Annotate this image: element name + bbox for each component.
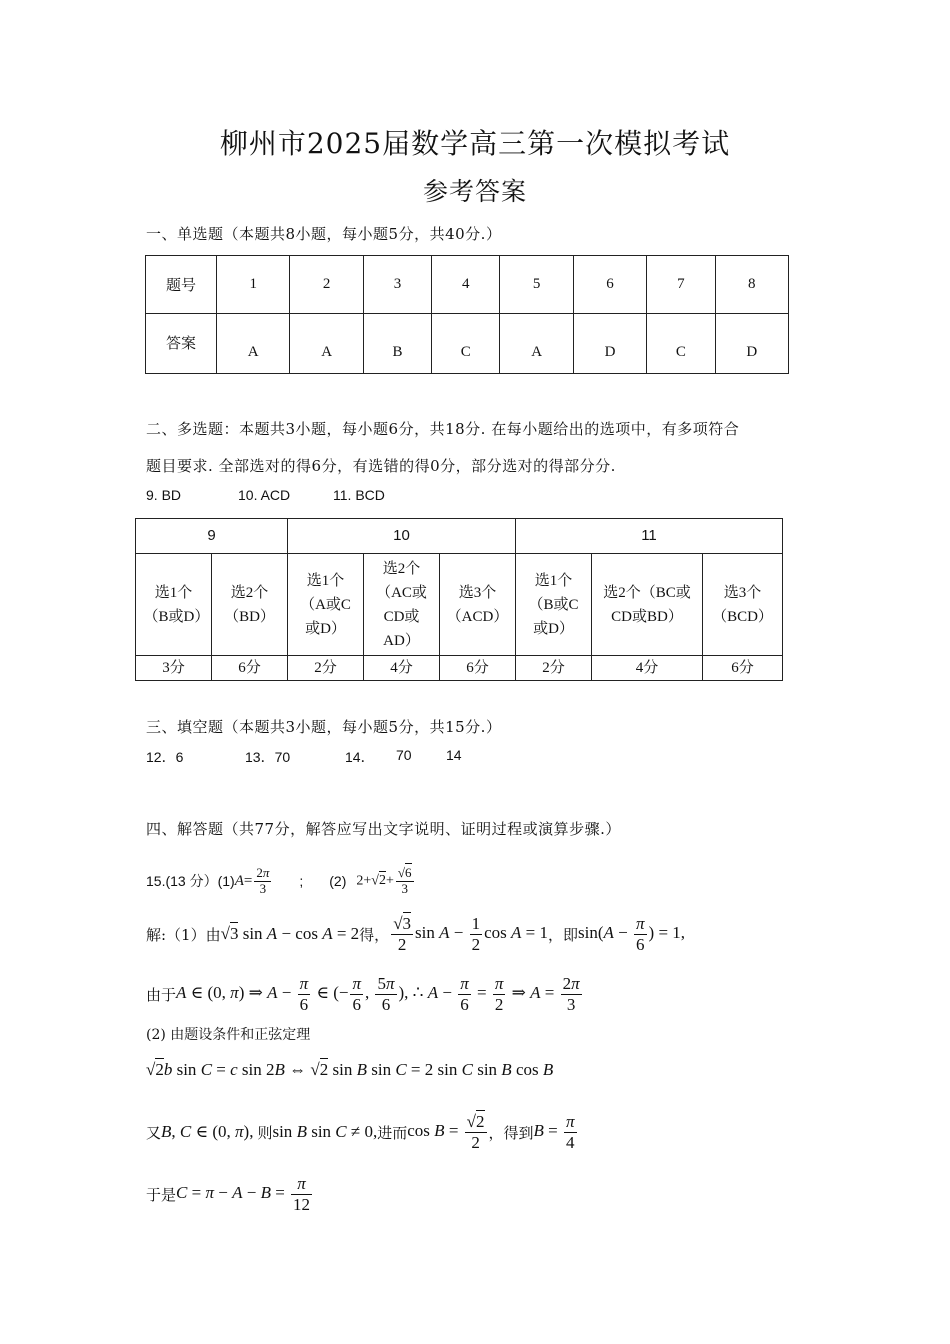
cell-number: 8 xyxy=(715,256,788,314)
fill-answer-14-label: 14． xyxy=(345,749,375,765)
score-cell: 3分 xyxy=(136,656,212,681)
group-header: 10 xyxy=(288,519,516,554)
row-label: 答案 xyxy=(146,314,217,374)
multi-answer-10: 10. ACD xyxy=(238,487,291,503)
solution-text: 由于 xyxy=(146,985,177,1004)
case-cell: 选2个（BC或CD或BD） xyxy=(603,584,691,625)
solution-line-5: 于是 C = π − A − B = $\frac{\pi}{12}$ xyxy=(146,1173,311,1214)
case-cell: 选1个（B或D） xyxy=(143,584,210,625)
row-label: 题号 xyxy=(146,256,217,314)
group-header: 11 xyxy=(516,519,783,554)
case-cell: 选1个（A或C或D） xyxy=(300,572,351,637)
solution-line-2: 由于 A ∈ (0, π) ⇒ A − $\frac{\pi}{6}$ ∈ (− $\frac{\pi}{6}$ , $\frac{5\pi}{6}$ ), ∴ A − $\frac{\pi}{6}$ = $\frac{\pi}{2}$ ⇒ A = $\frac{2\pi}{3}$ xyxy=(146,973,580,1014)
solution-line-3: √2b sin C = c sin 2B ⇔ √2 sin B sin C = 2 sin C sin B cos B xyxy=(146,1060,554,1079)
table-row xyxy=(136,519,783,554)
table-row xyxy=(136,656,783,681)
multi-answer-11: 11. BCD xyxy=(333,487,385,503)
solution-text: 得， xyxy=(359,925,390,944)
cell-number: 5 xyxy=(500,256,573,314)
multi-choice-table xyxy=(135,518,783,681)
fill-answer-14-a: 70 xyxy=(396,747,412,763)
cell-answer: C xyxy=(432,314,500,374)
section4-heading: 四、解答题（共77分，解答应写出文字说明、证明过程或演算步骤.） xyxy=(146,820,621,838)
cell-answer: A xyxy=(290,314,363,374)
page-title: 柳州市2025届数学高三第一次模拟考试 xyxy=(219,127,731,160)
fill-answer-14-b: 14 xyxy=(446,747,462,763)
cell-answer: D xyxy=(573,314,646,374)
solution-text: 又 xyxy=(146,1123,162,1142)
score-cell: 2分 xyxy=(516,656,592,681)
table-row xyxy=(136,554,783,656)
cell-answer: A xyxy=(217,314,290,374)
table-row xyxy=(146,256,789,314)
solution-line-1: 解:（1）由 √3 sin A − cos A = 2 得， $\frac{√3}{2}$ sin A − $\frac{1}{2}$ cos A = 1 ，即 sin(A − $\frac{\pi}{6}$ ) = 1, xyxy=(146,913,686,954)
cell-number: 7 xyxy=(647,256,715,314)
table-row xyxy=(146,314,789,374)
case-cell: 选3个（ACD） xyxy=(446,584,509,625)
fill-answer-13: 13．70 xyxy=(245,749,291,765)
part2-intro: (2) 由题设条件和正弦定理 xyxy=(146,1027,311,1043)
solution-line-4: 又 B, C ∈ (0, π), 则 sin B sin C ≠ 0, 进而 cos B = $\frac{√2}{2}$ ，得到 B = $\frac{\pi}{4}$ xyxy=(146,1111,575,1152)
section2-heading-line1: 二、多选题：本题共3小题，每小题6分，共18分. 在每小题给出的选项中，有多项符合 xyxy=(146,420,740,438)
cell-number: 1 xyxy=(217,256,290,314)
solution-prefix: 解:（1）由 xyxy=(146,925,221,944)
score-cell: 2分 xyxy=(288,656,364,681)
cell-answer: B xyxy=(363,314,431,374)
section3-heading: 三、填空题（本题共3小题，每小题5分，共15分.） xyxy=(146,718,502,736)
score-cell: 6分 xyxy=(212,656,288,681)
q15-part2-label: (2) xyxy=(329,873,347,889)
solution-text: ，得到 xyxy=(488,1123,534,1142)
cell-number: 4 xyxy=(432,256,500,314)
case-cell: 选2个（AC或CD或AD） xyxy=(376,560,427,649)
case-cell: 选3个（BCD） xyxy=(712,584,773,625)
section2-heading-line2: 题目要求. 全部选对的得6分，有选错的得0分，部分选对的得部分分. xyxy=(146,457,616,475)
score-cell: 6分 xyxy=(703,656,783,681)
q15-ans2: 2+√2+ $\frac{√6}{3}$ xyxy=(356,864,412,896)
case-cell: 选2个（BD） xyxy=(224,584,275,625)
group-header: 9 xyxy=(136,519,288,554)
multi-answer-9: 9. BD xyxy=(146,487,182,503)
q15-ans1: A= $\frac{2\pi}{3}$ xyxy=(234,864,270,896)
q15-answer-line: 15.(13 分）(1) A= $\frac{2\pi}{3}$ ; (2) 2+√2+ $\frac{√6}{3}$ xyxy=(146,858,416,904)
cell-answer: D xyxy=(715,314,788,374)
solution-text: 则 xyxy=(257,1123,273,1142)
single-choice-table xyxy=(145,255,789,374)
solution-text: ，即 xyxy=(548,925,579,944)
score-cell: 6分 xyxy=(440,656,516,681)
case-cell: 选1个（B或C或D） xyxy=(528,572,579,637)
cell-answer: A xyxy=(500,314,573,374)
score-cell: 4分 xyxy=(364,656,440,681)
cell-answer: C xyxy=(647,314,715,374)
fill-answer-12: 12．6 xyxy=(146,749,184,765)
page-subtitle: 参考答案 xyxy=(422,177,527,206)
cell-number: 3 xyxy=(363,256,431,314)
q15-header: 15.(13 分）(1) xyxy=(146,873,235,889)
solution-text: 于是 xyxy=(146,1185,177,1204)
cell-number: 6 xyxy=(573,256,646,314)
cell-number: 2 xyxy=(290,256,363,314)
section1-heading: 一、单选题（本题共8小题，每小题5分，共40分.） xyxy=(146,225,502,243)
score-cell: 4分 xyxy=(592,656,703,681)
solution-text: 进而 xyxy=(377,1123,408,1142)
